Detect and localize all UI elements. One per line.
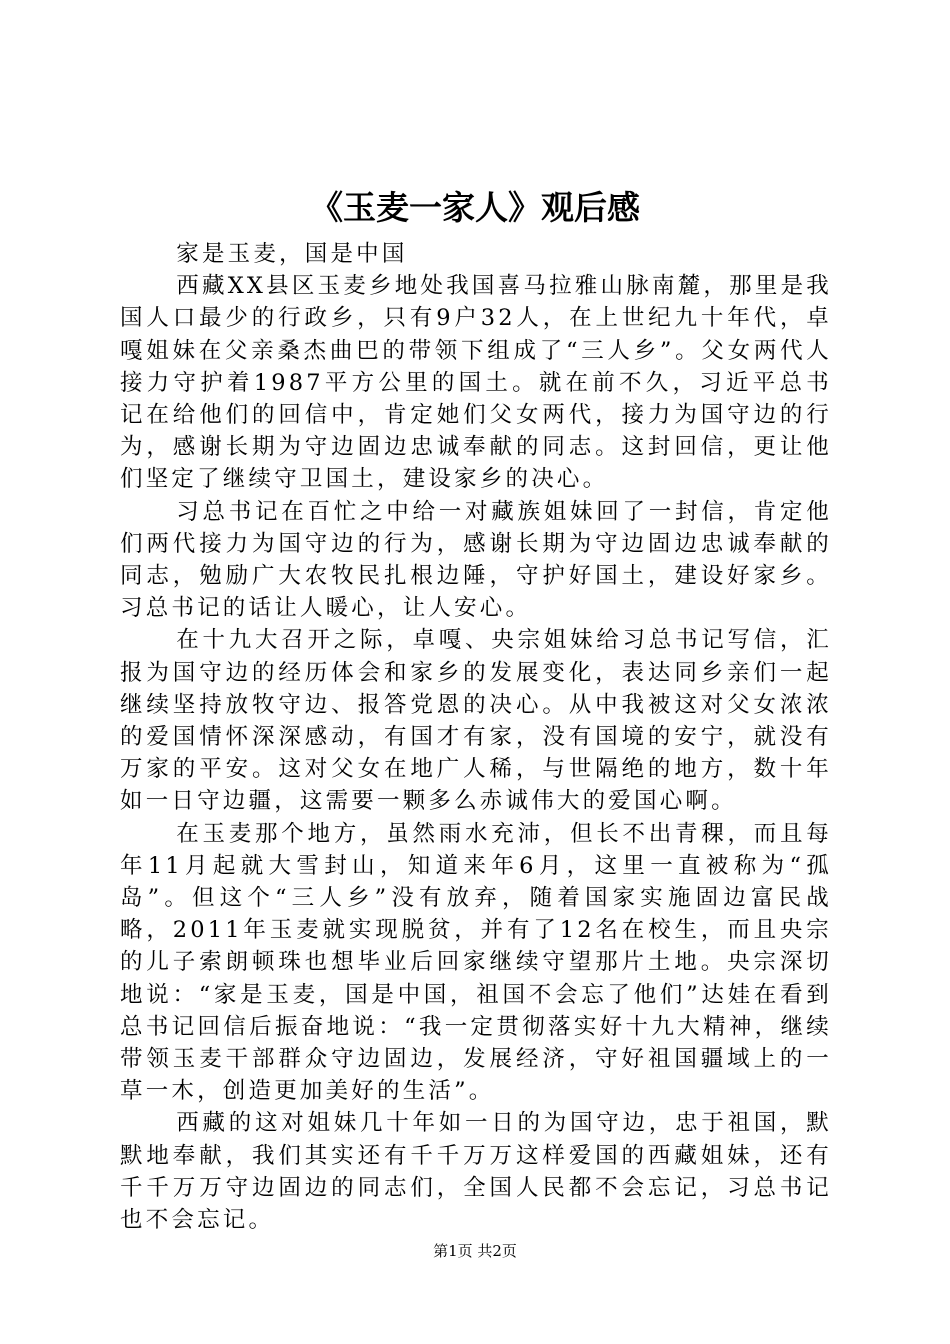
document-title: 《玉麦一家人》观后感 [310,188,640,227]
document-body [120,238,832,1236]
page-number-footer: 第1页 共2页 [433,1242,517,1260]
paragraph: 西藏XX县区玉麦乡地处我国喜马拉雅山脉南麓，那里是我国人口最少的行政乡，只有9户32人，在上世纪九十年代，卓嘎姐妹在父亲桑杰曲巴的带领下组成了“三人乡”。父女两代人接力守护着1987平方公里的国土。就在前不久，习近平总书记在给他们的回信中，肯定她们父女两代，接力为国守边的行为，感谢长期为守边固边忠诚奉献的同志。这封回信，更让他们坚定了继续守卫国土，建设家乡的决心。 [120,273,832,493]
paragraph-subtitle: 家是玉麦，国是中国 [176,241,408,267]
paragraph: 西藏的这对姐妹几十年如一日的为国守边，忠于祖国，默默地奉献，我们其实还有千千万万这样爱国的西藏姐妹，还有千千万万守边固边的同志们，全国人民都不会忘记，习总书记也不会忘记。 [120,1110,832,1234]
paragraph: 在玉麦那个地方，虽然雨水充沛，但长不出青稞，而且每年11月起就大雪封山，知道来年6月，这里一直被称为“孤岛”。但这个“三人乡”没有放弃，随着国家实施固边富民战略，2011年玉麦就实现脱贫，并有了12名在校生，而且央宗的儿子索朗顿珠也想毕业后回家继续守望那片土地。央宗深切地说：“家是玉麦，国是中国，祖国不会忘了他们”达娃在看到总书记回信后振奋地说：“我一定贯彻落实好十九大精神，继续带领玉麦干部群众守边固边，发展经济，守好祖国疆域上的一草一木，创造更加美好的生活”。 [120,820,832,1105]
paragraph: 在十九大召开之际，卓嘎、央宗姐妹给习总书记写信，汇报为国守边的经历体会和家乡的发展变化，表达同乡亲们一起继续坚持放牧守边、报答党恩的决心。从中我被这对父女浓浓的爱国情怀深深感动，有国才有家，没有国境的安宁，就没有万家的平安。这对父女在地广人稀，与世隔绝的地方，数十年如一日守边疆，这需要一颗多么赤诚伟大的爱国心啊。 [120,627,832,815]
paragraph: 习总书记在百忙之中给一对藏族姐妹回了一封信，肯定他们两代接力为国守边的行为，感谢长期为守边固边忠诚奉献的同志，勉励广大农牧民扎根边陲，守护好国土，建设好家乡。习总书记的话让人暖心，让人安心。 [120,498,832,622]
